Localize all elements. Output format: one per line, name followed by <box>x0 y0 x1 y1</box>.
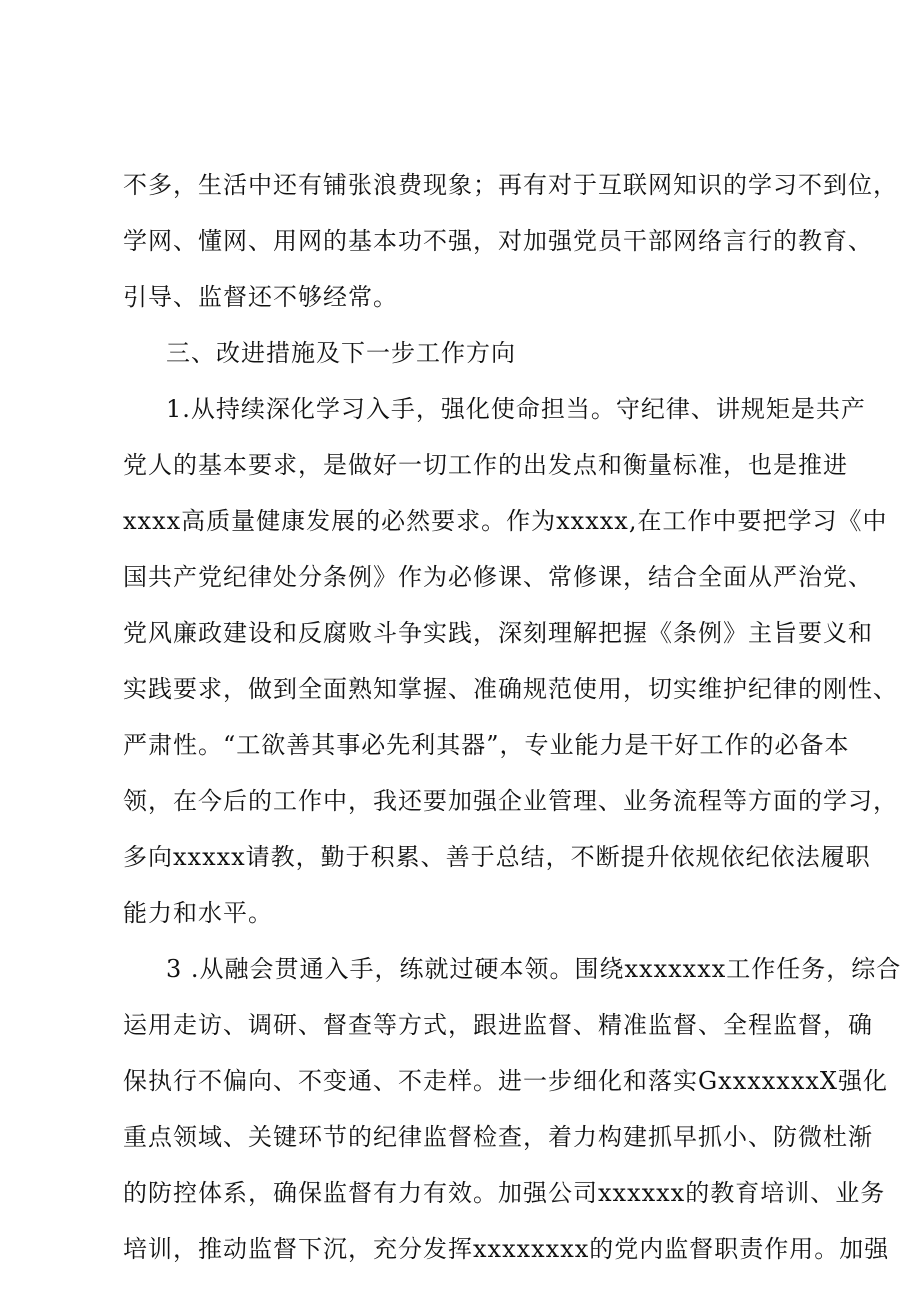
section-heading: 三、改进措施及下一步工作方向 <box>166 339 516 367</box>
paragraph-1-line-2: 学网、懂网、用网的基本功不强，对加强党员干部网络言行的教育、 <box>123 227 873 255</box>
paragraph-2-line-3: xxxx高质量健康发展的必然要求。作为xxxxx,在工作中要把学习《中 <box>123 507 888 535</box>
paragraph-3-line-3: 保执行不偏向、不变通、不走样。进一步细化和落实GxxxxxxxX强化 <box>123 1067 889 1095</box>
paragraph-3-line-4: 重点领域、关键环节的纪律监督检查，着力构建抓早抓小、防微杜渐 <box>123 1123 873 1151</box>
paragraph-2-line-1: 1.从持续深化学习入手，强化使命担当。守纪律、讲规矩是共产 <box>166 395 866 423</box>
paragraph-2-line-6: 实践要求，做到全面熟知掌握、准确规范使用，切实维护纪律的刚性、 <box>123 675 898 703</box>
paragraph-2-line-4: 国共产党纪律处分条例》作为必修课、常修课，结合全面从严治党、 <box>123 563 873 591</box>
paragraph-2-line-8: 领，在今后的工作中，我还要加强企业管理、业务流程等方面的学习， <box>123 787 898 815</box>
paragraph-2-line-9: 多向xxxxx请教，勤于积累、善于总结，不断提升依规依纪依法履职 <box>123 843 871 871</box>
paragraph-3-line-6: 培训，推动监督下沉，充分发挥xxxxxxxx的党内监督职责作用。加强 <box>123 1235 890 1263</box>
paragraph-1-line-3: 引导、监督还不够经常。 <box>123 283 398 311</box>
paragraph-3-line-2: 运用走访、调研、督查等方式，跟进监督、精准监督、全程监督，确 <box>123 1011 873 1039</box>
paragraph-3-line-5: 的防控体系，确保监督有力有效。加强公司xxxxxx的教育培训、业务 <box>123 1179 886 1207</box>
paragraph-2-line-7: 严肃性。“工欲善其事必先利其器”，专业能力是干好工作的必备本 <box>123 731 850 759</box>
paragraph-2-line-5: 党风廉政建设和反腐败斗争实践，深刻理解把握《条例》主旨要义和 <box>123 619 873 647</box>
paragraph-2-line-10: 能力和水平。 <box>123 899 273 927</box>
paragraph-3-line-1: 3 .从融会贯通入手，练就过硬本领。围绕xxxxxxx工作任务，综合 <box>166 955 902 983</box>
paragraph-2-line-2: 党人的基本要求，是做好一切工作的出发点和衡量标准，也是推进 <box>123 451 848 479</box>
paragraph-1-line-1: 不多，生活中还有铺张浪费现象；再有对于互联网知识的学习不到位， <box>123 171 898 199</box>
